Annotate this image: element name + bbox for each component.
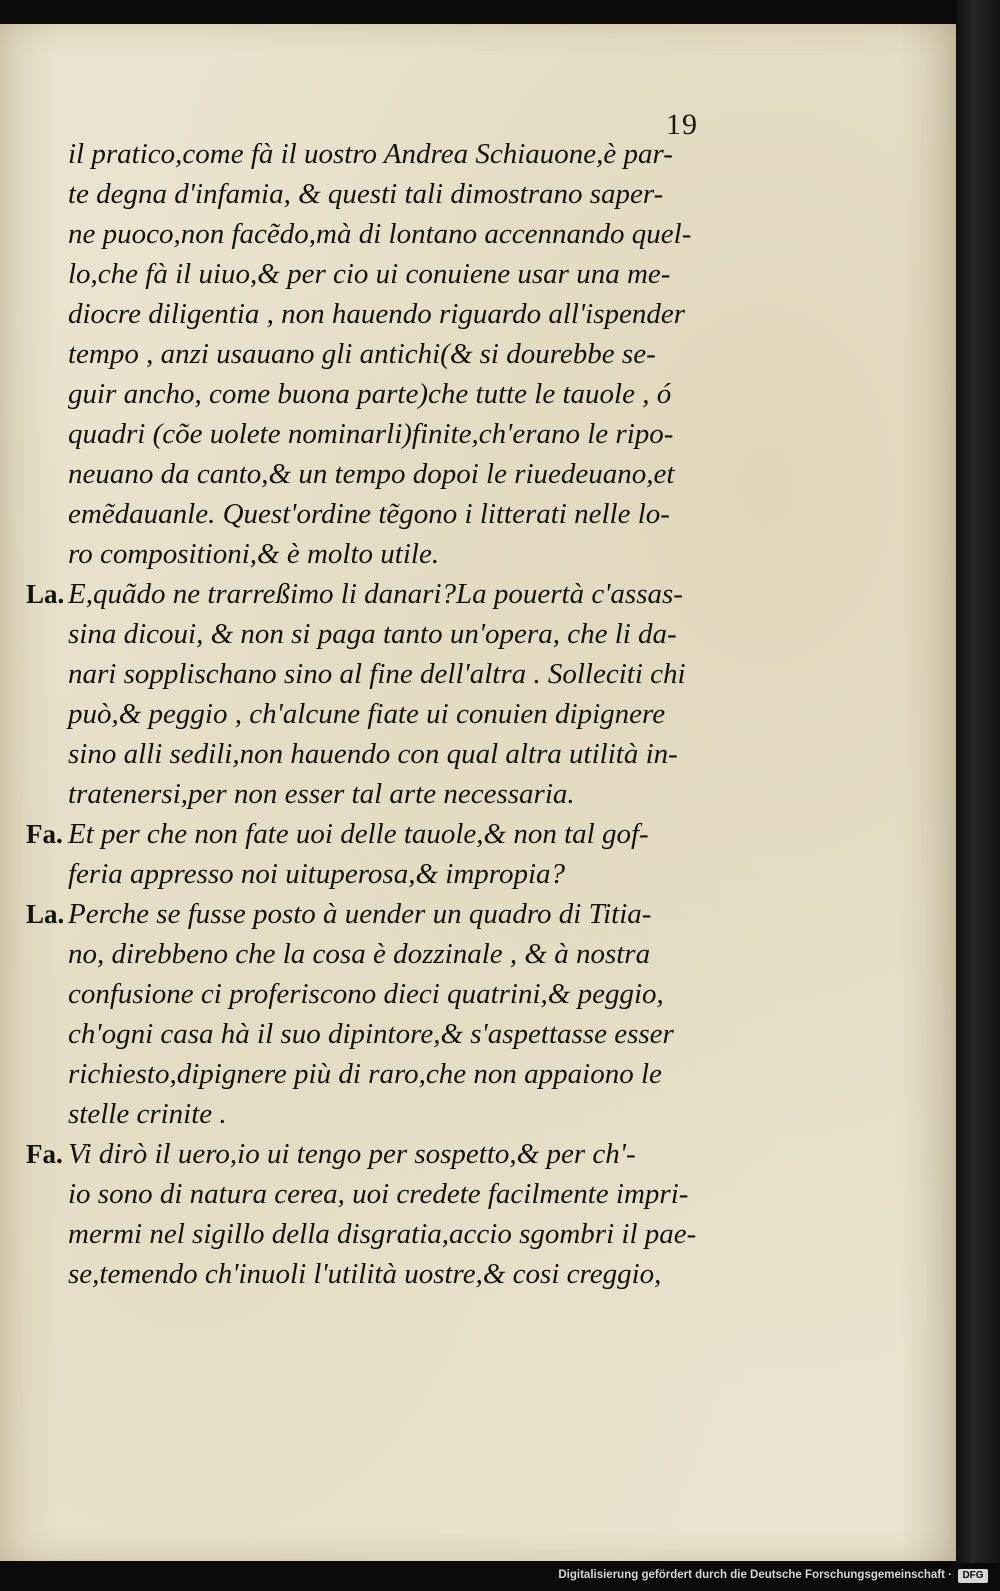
text-line	[26, 414, 766, 454]
text-line	[26, 614, 766, 654]
line-text: tratenersi,per non esser tal arte necessaria.	[68, 778, 575, 810]
line-text: tempo , anzi usauano gli antichi(& si dourebbe se-	[68, 338, 656, 370]
text-line	[26, 334, 766, 374]
line-text: te degna d'infamia, & questi tali dimostrano saper-	[68, 178, 664, 210]
line-text: ch'ogni casa hà il suo dipintore,& s'aspettasse esser	[68, 1018, 674, 1050]
speaker-label: Fa.	[26, 819, 63, 849]
line-text: guir ancho, come buona parte)che tutte le tauole , ó	[68, 378, 672, 410]
text-line	[26, 934, 766, 974]
speaker-label: La.	[26, 899, 65, 929]
line-text: Vi dirò il uero,io ui tengo per sospetto,& per ch'-	[68, 1138, 636, 1170]
binding-strip	[956, 0, 1000, 1591]
line-text: confusione ci proferiscono dieci quatrini,& peggio,	[68, 978, 664, 1010]
footer-bar	[0, 1563, 1000, 1591]
line-text: il pratico,come fà il uostro Andrea Schiauone,è par-	[68, 138, 673, 170]
dfg-logo: DFG	[958, 1569, 988, 1583]
text-line	[26, 1174, 766, 1214]
line-text: lo,che fà il uiuo,& per cio ui conuiene usar una me-	[68, 258, 671, 290]
text-line	[26, 694, 766, 734]
line-text: richiesto,dipignere più di raro,che non appaiono le	[68, 1058, 662, 1090]
text-block	[26, 134, 766, 1294]
line-text: stelle crinite .	[68, 1098, 227, 1130]
line-text: se,temendo ch'inuoli l'utilità uostre,& cosi creggio,	[68, 1258, 662, 1290]
speaker-label: Fa.	[26, 1139, 63, 1169]
text-line	[26, 574, 766, 614]
text-line	[26, 214, 766, 254]
footer-credit: Digitalisierung gefördert durch die Deutsche Forschungsgemeinschaft ·	[558, 1569, 952, 1581]
text-line	[26, 454, 766, 494]
book-page	[0, 24, 958, 1561]
line-text: sino alli sedili,non hauendo con qual altra utilità in-	[68, 738, 678, 770]
line-text: Perche se fusse posto à uender un quadro di Titia-	[68, 898, 652, 930]
text-line	[26, 894, 766, 934]
text-line	[26, 654, 766, 694]
line-text: diocre diligentia , non hauendo riguardo all'ispender	[68, 298, 686, 330]
text-line	[26, 1134, 766, 1174]
text-line	[26, 734, 766, 774]
line-text: ne puoco,non facẽdo,mà di lontano accennando quel-	[68, 218, 692, 250]
text-line	[26, 774, 766, 814]
line-text: Et per che non fate uoi delle tauole,& non tal gof-	[68, 818, 649, 850]
text-line	[26, 1054, 766, 1094]
line-text: neuano da canto,& un tempo dopoi le riuedeuano,et	[68, 458, 675, 490]
page-number: 19	[666, 108, 698, 141]
text-line	[26, 814, 766, 854]
line-text: quadri (cõe uolete nominarli)finite,ch'erano le ripo-	[68, 418, 674, 450]
text-line	[26, 854, 766, 894]
text-line	[26, 974, 766, 1014]
text-line	[26, 174, 766, 214]
line-text: sina dicoui, & non si paga tanto un'opera, che li da-	[68, 618, 677, 650]
speaker-label: La.	[26, 579, 65, 609]
text-line	[26, 1214, 766, 1254]
line-text: può,& peggio , ch'alcune fiate ui conuien dipignere	[68, 698, 666, 730]
line-text: feria appresso noi uituperosa,& impropia?	[68, 858, 566, 890]
text-line	[26, 1014, 766, 1054]
text-lines	[26, 134, 766, 1294]
line-text: nari sopplischano sino al fine dell'altra . Solleciti chi	[68, 658, 686, 690]
line-text: E,quãdo ne trarreßimo li danari?La pouertà c'assas-	[68, 578, 683, 610]
text-line	[26, 1094, 766, 1134]
line-text: io sono di natura cerea, uoi credete facilmente impri-	[68, 1178, 689, 1210]
line-text: emẽdauanle. Quest'ordine tẽgono i litterati nelle lo-	[68, 498, 670, 530]
line-text: ro compositioni,& è molto utile.	[68, 538, 440, 570]
text-line	[26, 134, 766, 174]
text-line	[26, 374, 766, 414]
text-line	[26, 294, 766, 334]
line-text: mermi nel sigillo della disgratia,accio sgombri il pae-	[68, 1218, 697, 1250]
text-line	[26, 494, 766, 534]
text-line	[26, 254, 766, 294]
line-text: no, direbbeno che la cosa è dozzinale , & à nostra	[68, 938, 651, 970]
text-line	[26, 1254, 766, 1294]
text-line	[26, 534, 766, 574]
